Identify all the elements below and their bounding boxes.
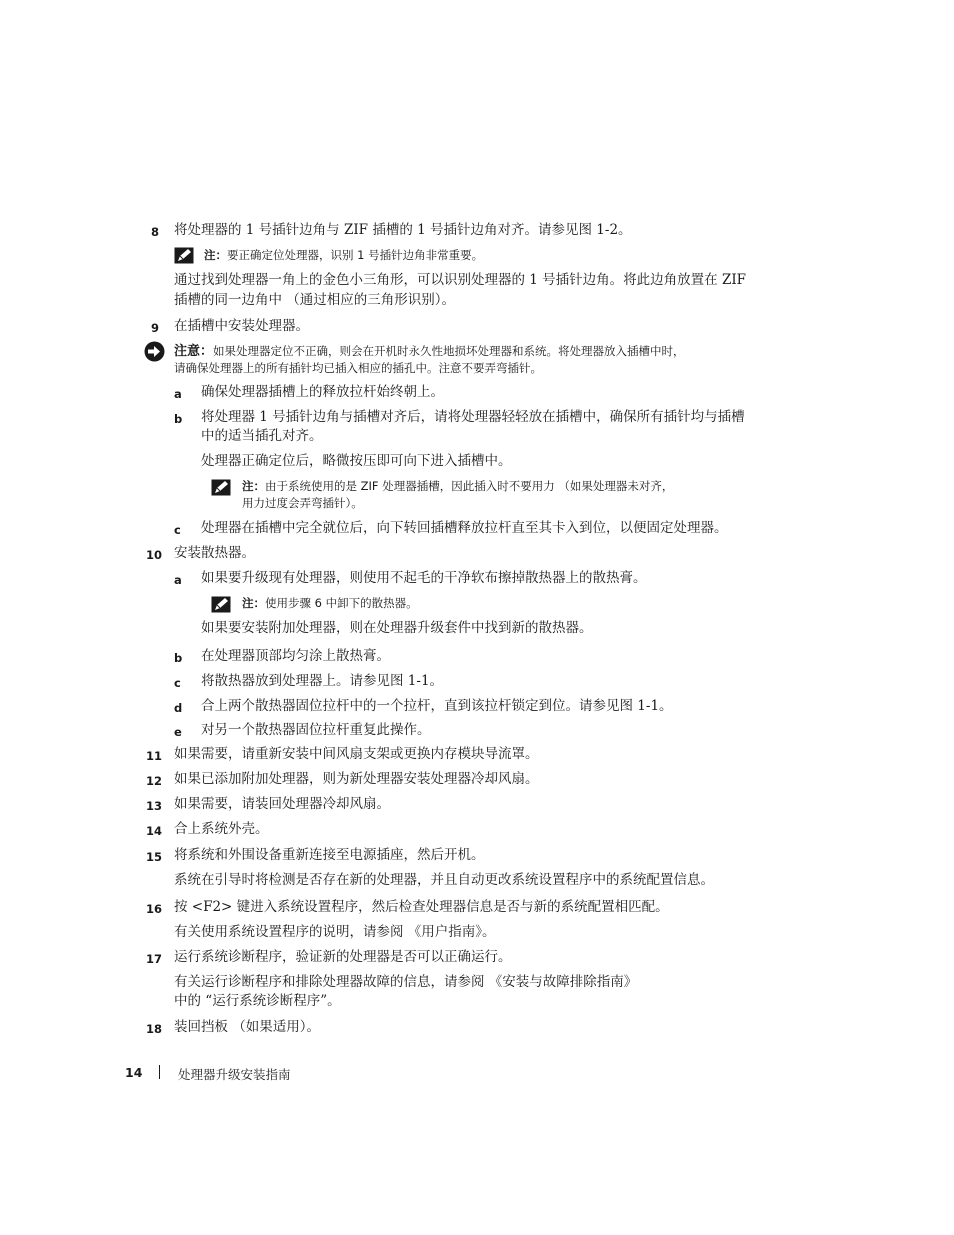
caution-label: 注意： <box>174 344 214 359</box>
step-number: 11 <box>146 749 163 763</box>
substep-letter: a <box>174 387 182 401</box>
paragraph: 通过找到处理器一角上的金色小三角形，可以识别处理器的 1 号插针边角。将此边角放置在 ZIF <box>174 272 747 288</box>
substep-letter: c <box>174 523 181 537</box>
note-text-line1: 由于系统使用的是 ZIF 处理器插槽，因此插入时不要用力 （如果处理器未对齐， <box>265 479 674 493</box>
step-number: 10 <box>146 548 163 562</box>
note-label: 注： <box>204 248 227 262</box>
step-number: 9 <box>151 321 160 335</box>
step-text: 安装散热器。 <box>174 545 255 561</box>
substep-letter: c <box>174 676 181 690</box>
note-label: 注： <box>242 479 265 493</box>
caution-text-line1: 如果处理器定位不正确，则会在开机时永久性地损坏处理器和系统。将处理器放入插槽中时， <box>213 344 685 358</box>
step-text: 如果已添加附加处理器，则为新处理器安装处理器冷却风扇。 <box>174 771 539 787</box>
substep-text: 如果要升级现有处理器，则使用不起毛的干净软布擦掉散热器上的散热膏。 <box>201 570 647 586</box>
step-number: 16 <box>146 902 163 916</box>
step-text: 装回挡板 （如果适用）。 <box>174 1019 321 1035</box>
caution-notice <box>174 343 685 360</box>
paragraph: 有关运行诊断程序和排除处理器故障的信息，请参阅 《安装与故障排除指南》 <box>174 974 638 990</box>
substep-letter: a <box>174 573 182 587</box>
step-number: 12 <box>146 774 163 788</box>
note-label: 注： <box>242 596 265 610</box>
step-number: 15 <box>146 850 163 864</box>
step-number: 14 <box>146 824 163 838</box>
note-pencil-icon <box>211 479 231 496</box>
note <box>204 247 483 264</box>
substep-text: 中的适当插孔对齐。 <box>201 428 323 444</box>
caution-arrow-icon <box>144 341 165 362</box>
step-number: 8 <box>151 225 160 239</box>
substep-text: 将处理器 1 号插针边角与插槽对齐后，请将处理器轻轻放在插槽中，确保所有插针均与插槽 <box>201 409 745 425</box>
step-text: 将处理器的 1 号插针边角与 ZIF 插槽的 1 号插针边角对齐。请参见图 1-2。 <box>174 222 632 238</box>
step-text: 如果需要，请重新安装中间风扇支架或更换内存模块导流罩。 <box>174 746 539 762</box>
footer-title: 处理器升级安装指南 <box>178 1067 291 1082</box>
substep-text: 合上两个散热器固位拉杆中的一个拉杆，直到该拉杆锁定到位。请参见图 1-1。 <box>201 698 673 714</box>
step-number: 13 <box>146 799 163 813</box>
substep-text: 对另一个散热器固位拉杆重复此操作。 <box>201 722 431 738</box>
paragraph: 处理器正确定位后，略微按压即可向下进入插槽中。 <box>201 453 512 469</box>
paragraph: 中的 “运行系统诊断程序”。 <box>174 993 341 1009</box>
step-text: 按 <F2> 键进入系统设置程序，然后检查处理器信息是否与新的系统配置相匹配。 <box>174 899 669 915</box>
note-text: 使用步骤 6 中卸下的散热器。 <box>265 596 418 610</box>
substep-text: 处理器在插槽中完全就位后，向下转回插槽释放拉杆直至其卡入到位，以便固定处理器。 <box>201 520 728 536</box>
page-number: 14 <box>125 1065 143 1080</box>
substep-letter: d <box>174 701 183 715</box>
note-text: 要正确定位处理器，识别 1 号插针边角非常重要。 <box>227 248 484 262</box>
substep-text: 确保处理器插槽上的释放拉杆始终朝上。 <box>201 384 444 400</box>
paragraph: 有关使用系统设置程序的说明，请参阅 《用户指南》。 <box>174 924 496 940</box>
note <box>242 595 418 612</box>
paragraph: 系统在引导时将检测是否存在新的处理器，并且自动更改系统设置程序中的系统配置信息。 <box>174 872 714 888</box>
step-text: 合上系统外壳。 <box>174 821 269 837</box>
step-text: 运行系统诊断程序，验证新的处理器是否可以正确运行。 <box>174 949 512 965</box>
note-text-line2: 用力过度会弄弯插针）。 <box>242 496 363 510</box>
note-pencil-icon <box>211 596 231 613</box>
step-text: 将系统和外围设备重新连接至电源插座，然后开机。 <box>174 847 485 863</box>
note <box>242 478 673 495</box>
step-text: 在插槽中安装处理器。 <box>174 318 309 334</box>
note-pencil-icon <box>174 247 194 264</box>
substep-letter: b <box>174 412 183 426</box>
caution-text-line2: 请确保处理器上的所有插针均已插入相应的插孔中。注意不要弄弯插针。 <box>174 361 542 375</box>
paragraph: 插槽的同一边角中 （通过相应的三角形识别）。 <box>174 292 456 308</box>
footer-divider <box>159 1065 160 1079</box>
step-text: 如果需要，请装回处理器冷却风扇。 <box>174 796 390 812</box>
substep-letter: b <box>174 651 183 665</box>
substep-text: 在处理器顶部均匀涂上散热膏。 <box>201 648 390 664</box>
substep-letter: e <box>174 725 182 739</box>
step-number: 18 <box>146 1022 163 1036</box>
step-number: 17 <box>146 952 163 966</box>
substep-text: 将散热器放到处理器上。请参见图 1-1。 <box>201 673 444 689</box>
paragraph: 如果要安装附加处理器，则在处理器升级套件中找到新的散热器。 <box>201 620 593 636</box>
